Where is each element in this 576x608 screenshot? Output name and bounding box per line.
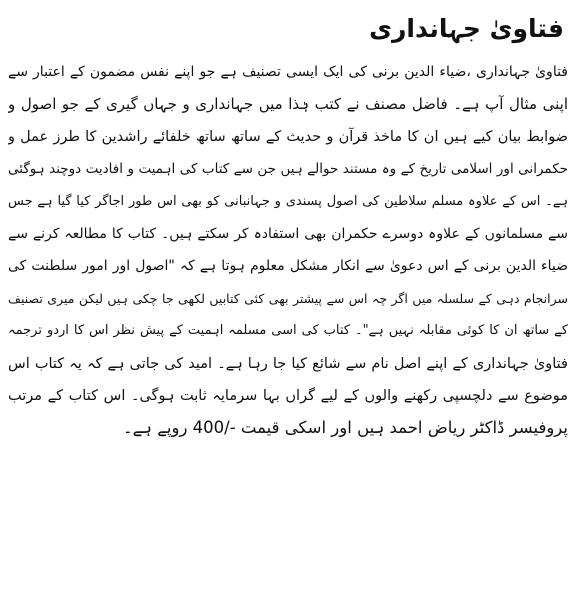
paragraph-line: ضیاء الدین برنی کے اس دعویٰ سے انکار مشکل معلوم ہوتا ہے کہ "اصول اور امور سلطنت کی [8,258,568,275]
paragraph-line: حکمرانی اور اسلامی تاریخ کے وہ مستند حوالے ہیں جن سے کتاب کی اہمیت و افادیت دوچند ہوگئی [8,161,568,178]
paragraph-line: ضوابط بیان کیے ہیں ان کا ماخذ قرآن و حدیث کے ساتھ ساتھ خلفائے راشدین کا طرز عمل و [8,128,568,145]
paragraph-line: سرانجام دہی کے سلسلہ میں اگر چہ اس سے پیشتر بھی کئی کتابیں لکھی جا چکی ہیں لیکن میری تصنیف [8,290,568,306]
paragraph-line: اپنی مثال آپ ہے۔ فاضل مصنف نے کتب ہٰذا میں جہانداری و جہاں گیری کے جو اصول و [8,95,568,114]
paragraph-line: موضوع سے دلچسپی رکھنے والوں کے لیے گراں بہا سرمایہ ثابت ہوگی۔ اس کتاب کے مرتب [8,387,568,404]
paragraph-line: ہے۔ اس کے علاوہ مسلم سلاطین کی اصول پسندی و جہانبانی کو بھی اس طور اجاگر کیا گیا ہے جس [8,193,568,209]
paragraph-line: سے مسلمانوں کے علاوہ دوسرے حکمران بھی استفادہ کر سکتے ہیں۔ کتاب کا مطالعہ کرنے سے [8,225,568,242]
paragraph-line: فتاویٰ جہانداری کے اپنے اصل نام سے شائع کیا جا رہا ہے۔ امید کی جاتی ہے کہ یہ کتاب اس [8,355,568,372]
paragraph-line: فتاویٰ جہانداری ،ضیاء الدین برنی کی ایک ایسی تصنیف ہے جو اپنے نفس مضمون کے اعتبار سے [8,64,568,80]
document-body [8,56,568,445]
document-title: فتاویٰ جہانداری [369,14,564,43]
paragraph-line: پروفیسر ڈاکٹر ریاض احمد ہیں اور اسکی قیمت -/400 روپے ہے۔ [122,418,568,438]
paragraph-line: کے ساتھ ان کا کوئی مقابلہ نہیں ہے"۔ کتاب کی اسی مسلمہ اہمیت کے پیش نظر اس کا اردو ترجمہ [8,323,568,339]
